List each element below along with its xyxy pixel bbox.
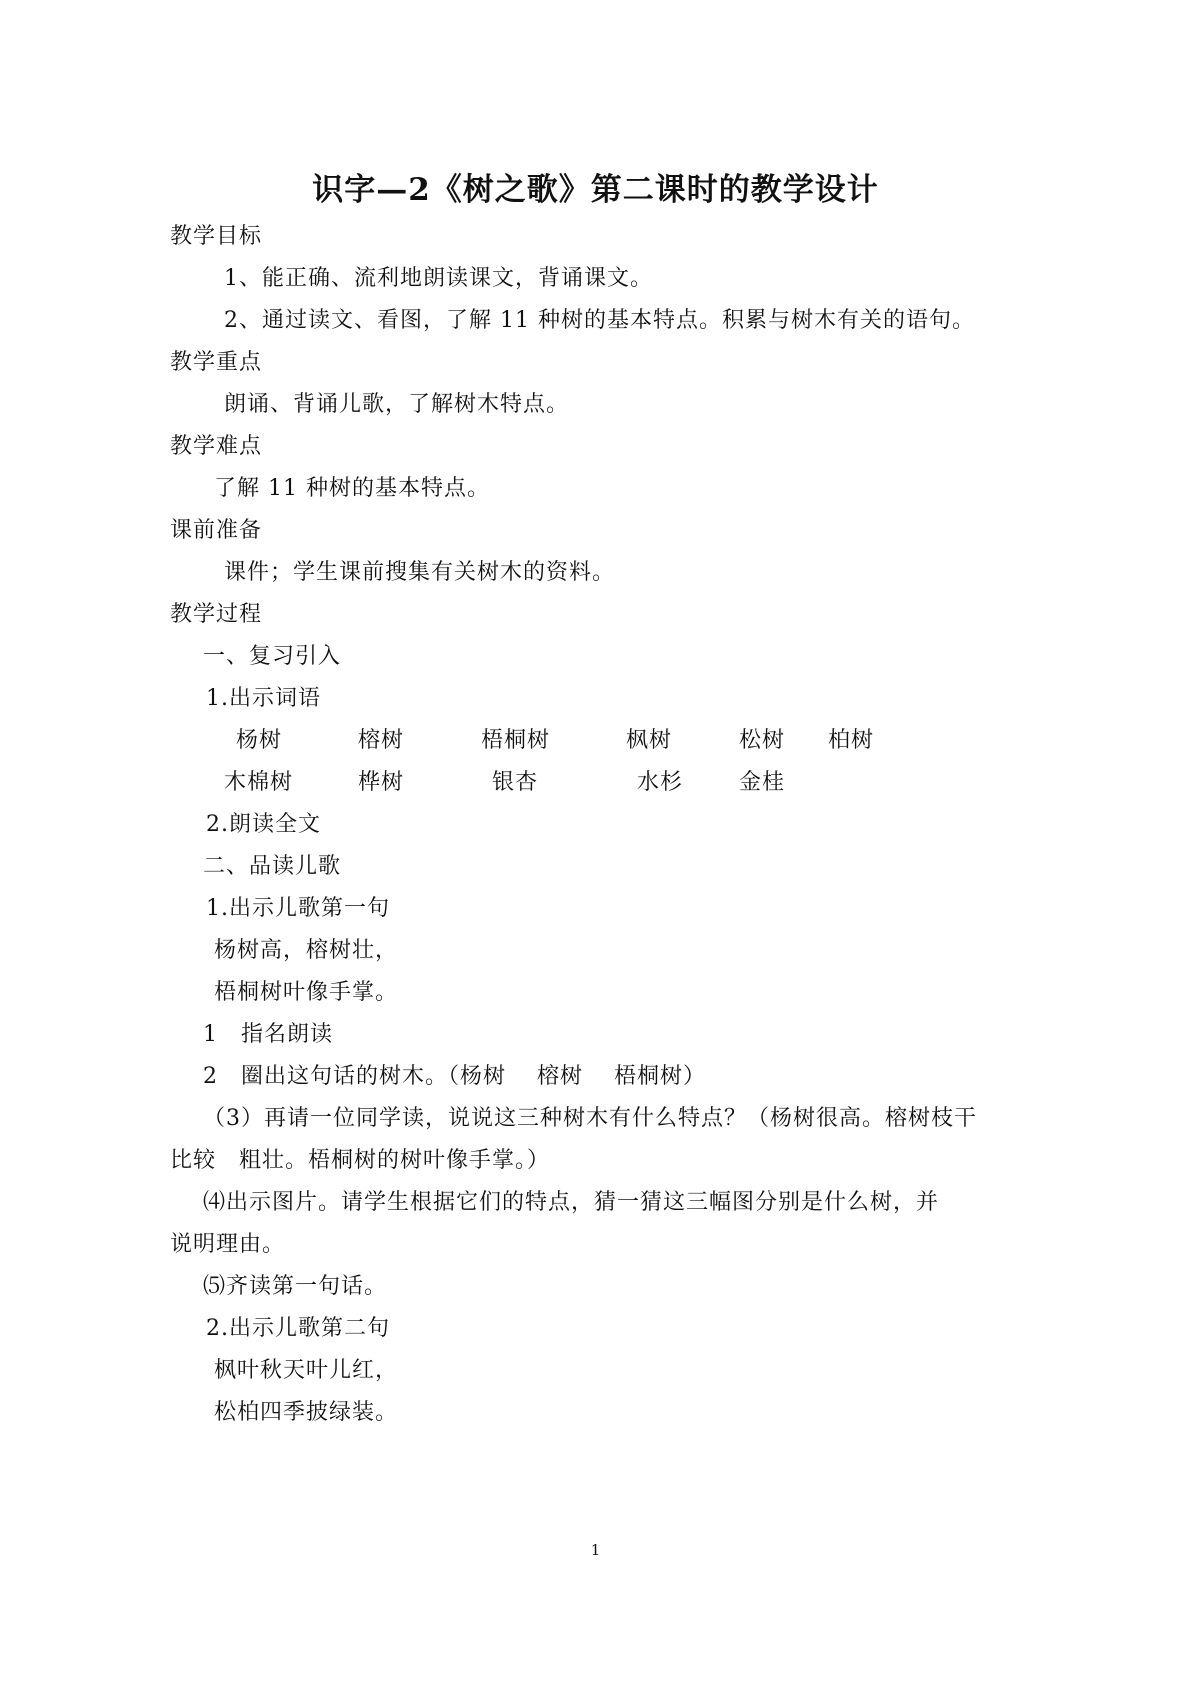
step-1-2: 2.朗读全文 [206,812,321,837]
sub-step-3-line-1: （3）再请一位同学读，说说这三种树木有什么特点？（杨树很高。榕树枝干 [203,1106,977,1131]
word-yinxing: 银杏 [492,770,539,795]
step-1-1: 1.出示词语 [206,686,321,711]
focus-heading: 教学重点 [170,350,263,375]
prep-text: 课件；学生课前搜集有关树木的资料。 [224,560,616,585]
sub-step-5: ⑸齐读第一句话。 [203,1274,388,1299]
word-jingui: 金桂 [739,770,786,795]
section-2-heading: 二、品读儿歌 [203,854,342,879]
word-shuishan: 水杉 [637,770,684,795]
poem-1-line-1: 杨树高，榕树壮， [214,938,399,963]
word-rongshu: 榕树 [358,728,405,753]
difficulty-heading: 教学难点 [170,434,263,459]
poem-2-line-2: 松柏四季披绿装。 [214,1400,399,1425]
page-number: 1 [590,1541,601,1559]
goals-heading: 教学目标 [170,224,263,249]
step-2-2: 2.出示儿歌第二句 [206,1316,390,1341]
poem-2-line-1: 枫叶秋天叶儿红， [214,1358,399,1383]
process-heading: 教学过程 [170,602,263,627]
sub-step-3-line-2: 比较 粗壮。梧桐树的树叶像手掌。） [170,1148,551,1173]
word-wutongshu: 梧桐树 [481,728,551,753]
word-huashu: 桦树 [358,770,405,795]
goal-2: 2、通过读文、看图，了解 11 种树的基本特点。积累与树木有关的语句。 [224,308,975,333]
word-baishu: 柏树 [828,728,875,753]
goal-1: 1、能正确、流利地朗读课文，背诵课文。 [224,266,653,291]
prep-heading: 课前准备 [170,518,263,543]
word-fengshu: 枫树 [626,728,673,753]
section-1-heading: 一、复习引入 [203,644,342,669]
difficulty-text: 了解 11 种树的基本特点。 [214,476,490,501]
word-mumianshu: 木棉树 [224,770,294,795]
step-2-1: 1.出示儿歌第一句 [206,896,390,921]
sub-step-4-line-2: 说明理由。 [170,1232,286,1257]
poem-1-line-2: 梧桐树叶像手掌。 [214,980,399,1005]
document-title: 识字—2《树之歌》第二课时的教学设计 [312,172,879,208]
sub-step-1: 1 指名朗读 [203,1022,333,1047]
word-yangshu: 杨树 [236,728,283,753]
focus-text: 朗诵、背诵儿歌，了解树木特点。 [224,392,570,417]
word-songshu: 松树 [739,728,786,753]
sub-step-2: 2 圈出这句话的树木。（杨树 榕树 梧桐树） [203,1064,706,1089]
sub-step-4-line-1: ⑷出示图片。请学生根据它们的特点，猜一猜这三幅图分别是什么树，并 [203,1190,940,1215]
